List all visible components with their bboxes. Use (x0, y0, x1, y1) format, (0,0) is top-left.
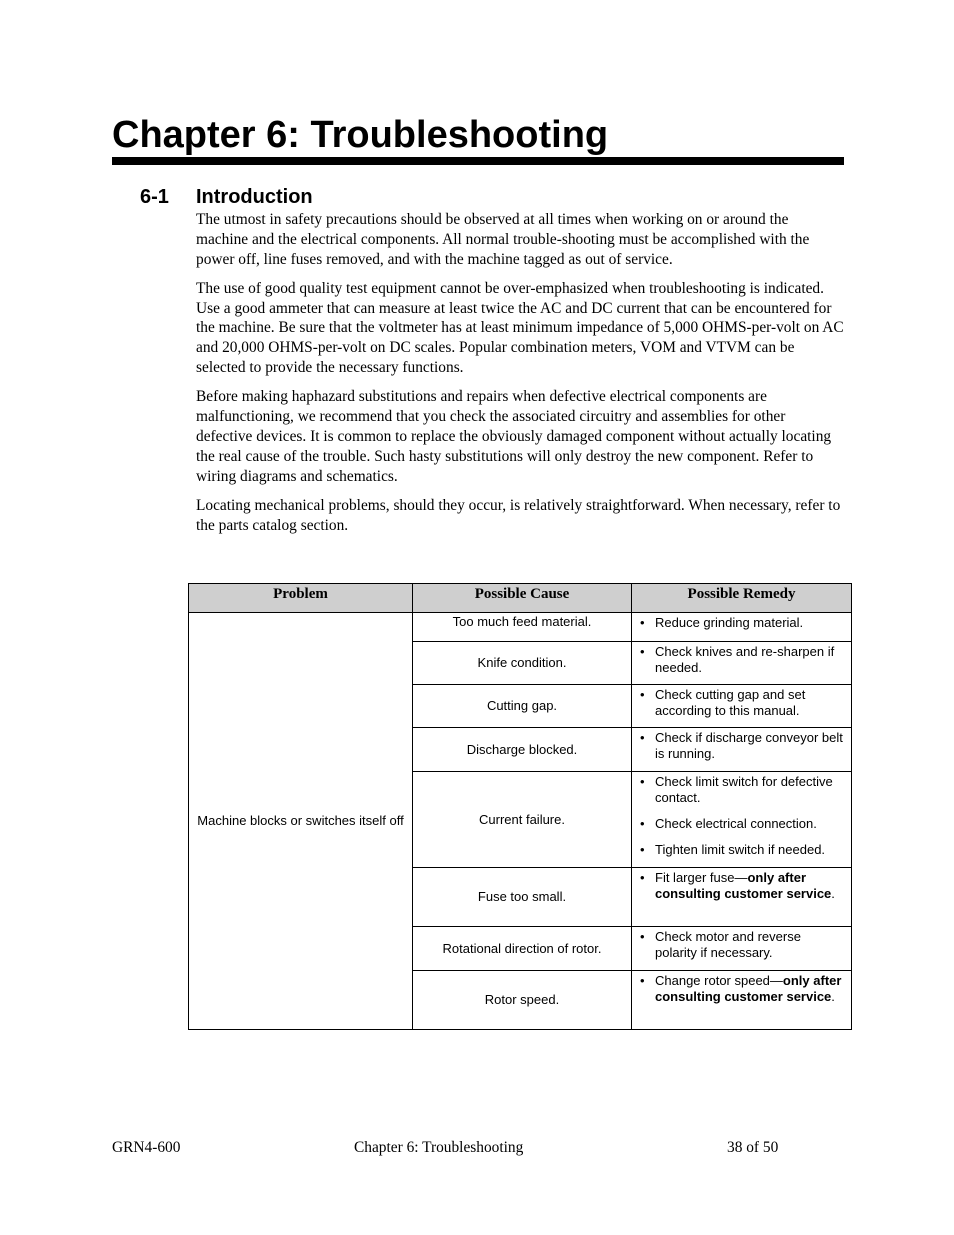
remedy-cell (632, 927, 852, 971)
remedy-item: • Check motor and reverse polarity if necessary. (640, 929, 801, 960)
paragraph-mechanical: Locating mechanical problems, should they occur, is relatively straightforward. When necessary, refer to the parts catalog section. (196, 496, 841, 534)
section-title: Introduction (196, 186, 313, 208)
footer-chapter: Chapter 6: Troubleshooting (354, 1139, 524, 1156)
remedy-item: • Check electrical connection. (640, 816, 817, 831)
remedy-cell (632, 613, 852, 642)
section-heading (140, 184, 313, 210)
cause-cell: Fuse too small. (413, 868, 632, 927)
remedy-item: • Reduce grinding material. (640, 615, 804, 630)
footer-model: GRN4-600 (112, 1139, 181, 1156)
chapter-title: Chapter 6: Troubleshooting (112, 114, 609, 156)
cause-cell: Rotor speed. (413, 971, 632, 1030)
remedy-cell (632, 971, 852, 1030)
bullet-icon: • (640, 816, 645, 831)
remedy-item: • Check limit switch for defective contact. (640, 774, 833, 805)
bullet-icon: • (640, 842, 645, 857)
remedy-item: • Tighten limit switch if needed. (640, 842, 826, 857)
remedy-item: • Change rotor speed—only after consulting customer service. (640, 973, 842, 1004)
bullet-icon: • (640, 870, 645, 885)
bullet-icon: • (640, 615, 645, 630)
cause-cell: Too much feed material. (413, 613, 632, 642)
remedy-item: • Fit larger fuse—only after consulting customer service. (640, 870, 835, 901)
bullet-icon: • (640, 644, 645, 659)
cause-cell: Knife condition. (413, 642, 632, 685)
cause-cell: Discharge blocked. (413, 728, 632, 772)
header-problem: Problem (189, 584, 413, 613)
section-number: 6-1 (140, 186, 169, 208)
remedy-cell (632, 868, 852, 927)
bullet-icon: • (640, 730, 645, 745)
remedy-item: • Check if discharge conveyor belt is running. (640, 730, 843, 761)
footer-page-number: 38 of 50 (727, 1139, 779, 1156)
remedy-cell (632, 772, 852, 868)
paragraph-substitutions: Before making haphazard substitutions and repairs when defective electrical components are malfunctioning, we recommend that you check the associated circuitry and assemblies for other defective devices. It is common to replace the obviously damaged component without actually locating the real cause of the trouble. Such hasty substitutions will only destroy the new component. Refer to wiring diagrams and schematics. (196, 388, 832, 485)
remedy-item: • Check cutting gap and set according to this manual. (640, 687, 806, 718)
bullet-icon: • (640, 929, 645, 944)
remedy-emphasis: only after consulting customer service (655, 870, 832, 901)
table-row (189, 613, 852, 642)
bullet-icon: • (640, 687, 645, 702)
remedy-item: • Check knives and re-sharpen if needed. (640, 644, 835, 675)
table-header-row (189, 584, 852, 613)
cause-cell: Cutting gap. (413, 685, 632, 728)
cause-cell: Current failure. (413, 772, 632, 868)
header-possible-cause: Possible Cause (413, 584, 632, 613)
remedy-cell (632, 728, 852, 772)
cause-cell: Rotational direction of rotor. (413, 927, 632, 971)
bullet-icon: • (640, 973, 645, 988)
chapter-rule (112, 157, 844, 165)
remedy-cell (632, 685, 852, 728)
header-possible-remedy: Possible Remedy (632, 584, 852, 613)
problem-cell: Machine blocks or switches itself off (189, 613, 413, 1030)
bullet-icon: • (640, 774, 645, 789)
remedy-emphasis: only after consulting customer service (655, 973, 842, 1004)
paragraph-test-equipment: The use of good quality test equipment cannot be over-emphasized when troubleshooting is indicated. Use a good ammeter that can measure at least twice the AC and DC current that can be encountered for the machine. Be sure that the voltmeter has at least minimum impedance of 5,000 OHMS-per-volt on AC and 20,000 OHMS-per-volt on DC scales. Popular combination meters, VOM and VTVM can be selected to provide the necessary functions. (196, 279, 844, 377)
troubleshooting-table (188, 583, 852, 1030)
remedy-cell (632, 642, 852, 685)
paragraph-safety: The utmost in safety precautions should be observed at all times when working on or around the machine and the electrical components. All normal trouble-shooting must be accomplished with the power off, line fuses removed, and with the machine tagged as out of service. (196, 211, 810, 268)
section-body (196, 210, 844, 545)
